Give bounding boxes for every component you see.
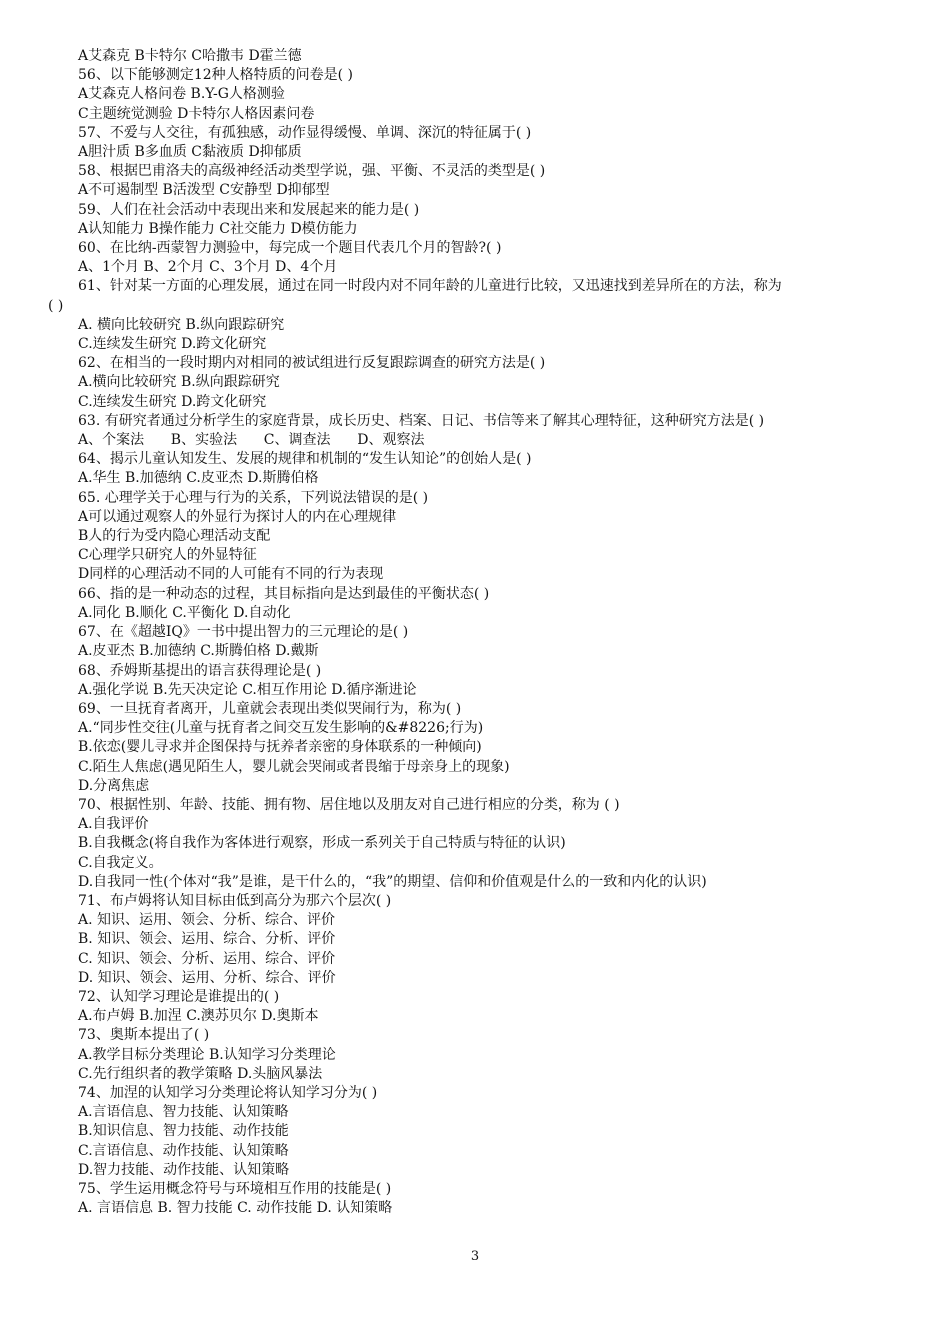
text-line: D.智力技能、动作技能、认知策略 [78, 1161, 290, 1178]
text-line: A认知能力 B操作能力 C社交能力 D模仿能力 [78, 220, 358, 237]
text-line: B. 知识、领会、运用、综合、分析、评价 [78, 931, 336, 948]
text-line: 65. 心理学关于心理与行为的关系，下列说法错误的是( ) [78, 489, 429, 506]
text-line: B.知识信息、智力技能、动作技能 [78, 1123, 289, 1140]
text-line: A. 言语信息 B. 智力技能 C. 动作技能 D. 认知策略 [78, 1200, 393, 1217]
text-line: C. 知识、领会、分析、运用、综合、评价 [78, 950, 336, 967]
text-line: A.横向比较研究 B.纵向跟踪研究 [78, 374, 280, 391]
text-line: 59、人们在社会活动中表现出来和发展起来的能力是( ) [78, 201, 420, 218]
text-line: A艾森克 B卡特尔 C哈撒韦 D霍兰德 [78, 48, 302, 64]
text-line: A.强化学说 B.先天决定论 C.相互作用论 D.循序渐进论 [78, 681, 417, 698]
text-line: C.连续发生研究 D.跨文化研究 [78, 393, 267, 410]
text-line: C.自我定义。 [78, 854, 163, 871]
text-line: A.同化 B.顺化 C.平衡化 D.自动化 [78, 604, 291, 621]
text-line: B.自我概念(将自我作为客体进行观察，形成一系列关于自己特质与特征的认识) [78, 835, 566, 852]
text-line: 60、在比纳-西蒙智力测验中，每完成一个题目代表几个月的智龄?( ) [78, 240, 502, 257]
text-line: A.自我评价 [78, 816, 149, 833]
text-line: 75、学生运用概念符号与环境相互作用的技能是( ) [78, 1180, 392, 1197]
text-line: A.言语信息、智力技能、认知策略 [78, 1104, 289, 1121]
text-line: A.教学目标分类理论 B.认知学习分类理论 [78, 1046, 336, 1063]
text-line: A胆汁质 B多血质 C黏液质 D抑郁质 [78, 144, 302, 161]
text-line: C主题统觉测验 D卡特尔人格因素问卷 [78, 105, 315, 122]
text-line: 57、不爱与人交往，有孤独感，动作显得缓慢、单调、深沉的特征属于( ) [78, 124, 532, 141]
text-line: C.连续发生研究 D.跨文化研究 [78, 336, 267, 353]
text-line: 68、乔姆斯基提出的语言获得理论是( ) [78, 662, 322, 679]
text-line: C.先行组织者的教学策略 D.头脑风暴法 [78, 1065, 323, 1082]
text-line: 58、根据巴甫洛夫的高级神经活动类型学说，强、平衡、不灵活的类型是( ) [78, 163, 546, 180]
text-line: 61、针对某一方面的心理发展，通过在同一时段内对不同年龄的儿童进行比较，又迅速找到差异所在的方法，称为 [78, 278, 782, 295]
text-line: D同样的心理活动不同的人可能有不同的行为表现 [78, 566, 384, 583]
text-line: A.皮亚杰 B.加德纳 C.斯腾伯格 D.戴斯 [78, 643, 319, 660]
text-line: 73、奥斯本提出了( ) [78, 1027, 210, 1044]
text-line: ( ) [48, 297, 64, 314]
text-line: 56、以下能够测定12种人格特质的问卷是( ) [78, 67, 354, 84]
text-line: 71、布卢姆将认知目标由低到高分为那六个层次( ) [78, 892, 392, 909]
text-line: B人的行为受内隐心理活动支配 [78, 528, 271, 545]
text-line: 72、认知学习理论是谁提出的( ) [78, 988, 280, 1005]
page-number: 3 [470, 1249, 480, 1264]
text-line: 63. 有研究者通过分析学生的家庭背景，成长历史、档案、日记、书信等来了解其心理特征，这种研究方法是( ) [78, 412, 765, 429]
text-line: 62、在相当的一段时期内对相同的被试组进行反复跟踪调查的研究方法是( ) [78, 355, 546, 372]
text-line: A. 知识、运用、领会、分析、综合、评价 [78, 912, 336, 929]
text-line: D.自我同一性(个体对“我”是谁，是干什么的，“我”的期望、信仰和价值观是什么的一致和内化的认识) [78, 873, 707, 890]
text-line: A.“同步性交往(儿童与抚育者之间交互发生影响的&#8226;行为) [78, 720, 484, 737]
text-line: A. 横向比较研究 B.纵向跟踪研究 [78, 316, 285, 333]
text-line: 64、揭示儿童认知发生、发展的规律和机制的“发生认知论”的创始人是( ) [78, 451, 532, 468]
text-line: C.陌生人焦虑(遇见陌生人，婴儿就会哭闹或者畏缩于母亲身上的现象) [78, 758, 510, 775]
text-line: 74、加涅的认知学习分类理论将认知学习分为( ) [78, 1084, 378, 1101]
question-text-body [48, 47, 904, 1218]
text-line: 69、一旦抚育者离开，儿童就会表现出类似哭闹行为，称为( ) [78, 700, 462, 717]
text-line: 66、指的是一种动态的过程，其目标指向是达到最佳的平衡状态( ) [78, 585, 490, 602]
text-line: A.布卢姆 B.加涅 C.澳苏贝尔 D.奥斯本 [78, 1008, 319, 1025]
text-line: C心理学只研究人的外显特征 [78, 547, 257, 564]
text-line: D. 知识、领会、运用、分析、综合、评价 [78, 969, 336, 986]
text-line: 70、根据性别、年龄、技能、拥有物、居住地以及朋友对自己进行相应的分类，称为 ( ) [78, 796, 620, 813]
text-line: A艾森克人格问卷 B.Y-G人格测验 [78, 86, 285, 103]
text-line: A可以通过观察人的外显行为探讨人的内在心理规律 [78, 508, 397, 525]
text-line: A不可遏制型 B活泼型 C安静型 D抑郁型 [78, 182, 330, 199]
text-line: A、1个月 B、2个月 C、3个月 D、4个月 [78, 259, 338, 276]
text-line: D.分离焦虑 [78, 777, 150, 794]
text-line: 67、在《超越IQ》一书中提出智力的三元理论的是( ) [78, 624, 409, 641]
text-line: B.依恋(婴儿寻求并企图保持与抚养者亲密的身体联系的一种倾向) [78, 739, 482, 756]
text-line: A.华生 B.加德纳 C.皮亚杰 D.斯腾伯格 [78, 470, 319, 487]
text-line: C.言语信息、动作技能、认知策略 [78, 1142, 289, 1159]
text-line: A、个案法 B、实验法 C、调查法 D、观察法 [78, 432, 425, 449]
